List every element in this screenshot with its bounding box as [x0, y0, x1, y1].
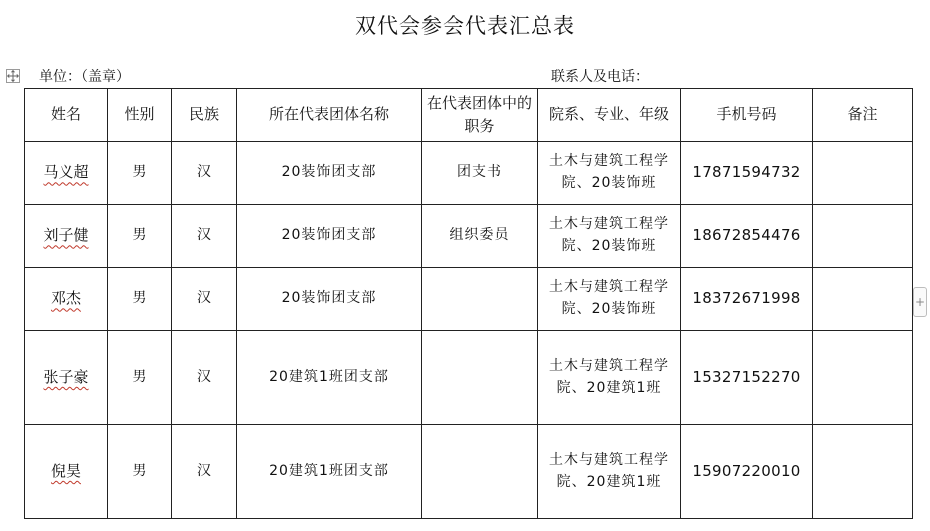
header-remark: 备注: [813, 89, 913, 142]
cell-gender: 男: [108, 205, 172, 268]
cell-gender: 男: [108, 331, 172, 425]
cell-major: 土木与建筑工程学院、20装饰班: [538, 205, 681, 268]
cell-name: 邓杰: [25, 268, 108, 331]
cell-major: 土木与建筑工程学院、20装饰班: [538, 142, 681, 205]
table-header-row: [25, 89, 913, 142]
move-icon: [7, 70, 19, 82]
cell-ethnicity: 汉: [172, 268, 237, 331]
cell-ethnicity: 汉: [172, 425, 237, 519]
unit-label: 单位：（盖章）: [39, 69, 130, 85]
header-phone: 手机号码: [681, 89, 813, 142]
cell-remark: [813, 268, 913, 331]
cell-delegation: 20装饰团支部: [237, 142, 422, 205]
cell-ethnicity: 汉: [172, 142, 237, 205]
table-row: [25, 425, 913, 519]
cell-remark: [813, 331, 913, 425]
cell-delegation: 20建筑1班团支部: [237, 425, 422, 519]
cell-phone: 17871594732: [681, 142, 813, 205]
cell-major: 土木与建筑工程学院、20装饰班: [538, 268, 681, 331]
table-row: [25, 205, 913, 268]
cell-major: 土木与建筑工程学院、20建筑1班: [538, 331, 681, 425]
add-row-handle[interactable]: [913, 287, 927, 317]
cell-remark: [813, 205, 913, 268]
cell-gender: 男: [108, 425, 172, 519]
cell-delegation: 20装饰团支部: [237, 205, 422, 268]
cell-position: [422, 331, 538, 425]
cell-gender: 男: [108, 268, 172, 331]
table-move-handle[interactable]: [6, 69, 20, 83]
cell-name: 刘子健: [25, 205, 108, 268]
header-name: 姓名: [25, 89, 108, 142]
header-delegation: 所在代表团体名称: [237, 89, 422, 142]
cell-major: 土木与建筑工程学院、20建筑1班: [538, 425, 681, 519]
cell-position: 组织委员: [422, 205, 538, 268]
delegate-summary-table: [24, 88, 913, 519]
header-position: 在代表团体中的职务: [422, 89, 538, 142]
cell-remark: [813, 142, 913, 205]
cell-name: 马义超: [25, 142, 108, 205]
plus-icon: +: [914, 295, 926, 309]
cell-remark: [813, 425, 913, 519]
table-row: [25, 142, 913, 205]
cell-position: [422, 425, 538, 519]
cell-ethnicity: 汉: [172, 205, 237, 268]
cell-phone: 15907220010: [681, 425, 813, 519]
cell-delegation: 20装饰团支部: [237, 268, 422, 331]
cell-phone: 15327152270: [681, 331, 813, 425]
cell-position: [422, 268, 538, 331]
cell-gender: 男: [108, 142, 172, 205]
header-major: 院系、专业、年级: [538, 89, 681, 142]
contact-label: 联系人及电话：: [551, 69, 649, 85]
cell-name: 倪昊: [25, 425, 108, 519]
cell-ethnicity: 汉: [172, 331, 237, 425]
document-title: 双代会参会代表汇总表: [355, 14, 575, 38]
table-row: [25, 268, 913, 331]
table-row: [25, 331, 913, 425]
header-ethnicity: 民族: [172, 89, 237, 142]
cell-position: 团支书: [422, 142, 538, 205]
cell-delegation: 20建筑1班团支部: [237, 331, 422, 425]
header-gender: 性别: [108, 89, 172, 142]
cell-phone: 18672854476: [681, 205, 813, 268]
cell-phone: 18372671998: [681, 268, 813, 331]
cell-name: 张子豪: [25, 331, 108, 425]
